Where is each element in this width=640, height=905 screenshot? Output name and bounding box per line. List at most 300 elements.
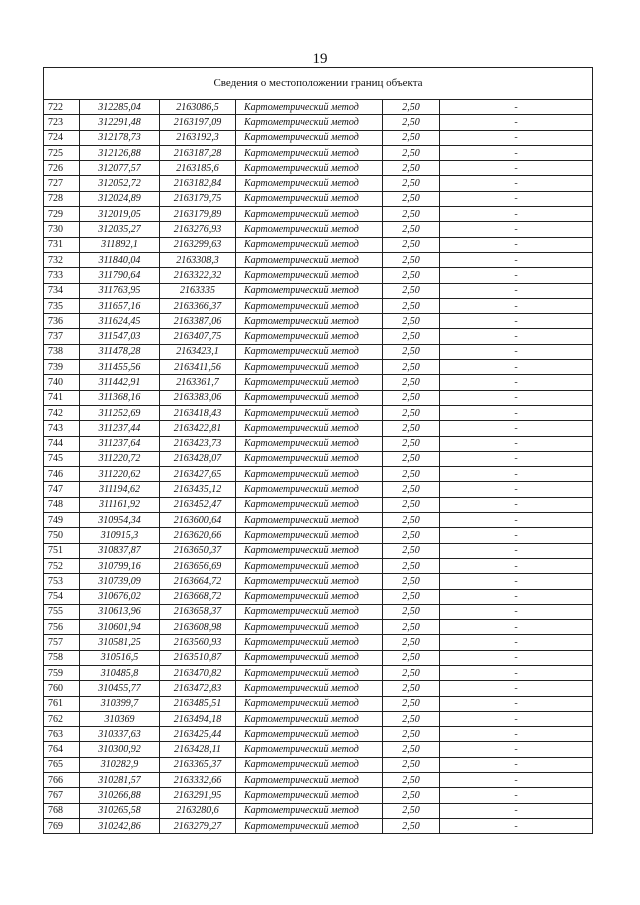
- description-cell: -: [440, 268, 593, 283]
- point-number-cell: 757: [44, 635, 80, 650]
- point-number-cell: 768: [44, 803, 80, 818]
- table-row: [44, 482, 593, 497]
- y-coordinate-cell: 2163608,98: [160, 620, 236, 635]
- y-coordinate-cell: 2163510,87: [160, 650, 236, 665]
- y-coordinate-cell: 2163470,82: [160, 665, 236, 680]
- table-row: [44, 711, 593, 726]
- y-coordinate-cell: 2163299,63: [160, 237, 236, 252]
- y-coordinate-cell: 2163322,32: [160, 268, 236, 283]
- accuracy-cell: 2,50: [383, 482, 440, 497]
- x-coordinate-cell: 311252,69: [80, 405, 160, 420]
- table-row: [44, 176, 593, 191]
- y-coordinate-cell: 2163658,37: [160, 604, 236, 619]
- point-number-cell: 758: [44, 650, 80, 665]
- description-cell: -: [440, 451, 593, 466]
- method-cell: Картометрический метод: [236, 191, 383, 206]
- description-cell: -: [440, 176, 593, 191]
- accuracy-cell: 2,50: [383, 711, 440, 726]
- method-cell: Картометрический метод: [236, 788, 383, 803]
- method-cell: Картометрический метод: [236, 145, 383, 160]
- description-cell: -: [440, 222, 593, 237]
- point-number-cell: 737: [44, 329, 80, 344]
- y-coordinate-cell: 2163179,75: [160, 191, 236, 206]
- accuracy-cell: 2,50: [383, 145, 440, 160]
- accuracy-cell: 2,50: [383, 252, 440, 267]
- point-number-cell: 729: [44, 207, 80, 222]
- description-cell: -: [440, 788, 593, 803]
- description-cell: -: [440, 558, 593, 573]
- table-row: [44, 696, 593, 711]
- method-cell: Картометрический метод: [236, 635, 383, 650]
- table-row: [44, 421, 593, 436]
- x-coordinate-cell: 311763,95: [80, 283, 160, 298]
- y-coordinate-cell: 2163485,51: [160, 696, 236, 711]
- x-coordinate-cell: 312291,48: [80, 115, 160, 130]
- description-cell: -: [440, 589, 593, 604]
- method-cell: Картометрический метод: [236, 298, 383, 313]
- table-row: [44, 252, 593, 267]
- method-cell: Картометрический метод: [236, 375, 383, 390]
- point-number-cell: 735: [44, 298, 80, 313]
- description-cell: -: [440, 757, 593, 772]
- y-coordinate-cell: 2163365,37: [160, 757, 236, 772]
- point-number-cell: 747: [44, 482, 80, 497]
- table-header-row: [44, 68, 593, 100]
- description-cell: -: [440, 803, 593, 818]
- accuracy-cell: 2,50: [383, 268, 440, 283]
- description-cell: -: [440, 390, 593, 405]
- y-coordinate-cell: 2163494,18: [160, 711, 236, 726]
- accuracy-cell: 2,50: [383, 681, 440, 696]
- description-cell: -: [440, 604, 593, 619]
- y-coordinate-cell: 2163185,6: [160, 161, 236, 176]
- y-coordinate-cell: 2163291,95: [160, 788, 236, 803]
- point-number-cell: 733: [44, 268, 80, 283]
- description-cell: -: [440, 681, 593, 696]
- description-cell: -: [440, 497, 593, 512]
- point-number-cell: 738: [44, 344, 80, 359]
- description-cell: -: [440, 482, 593, 497]
- table-row: [44, 773, 593, 788]
- method-cell: Картометрический метод: [236, 696, 383, 711]
- x-coordinate-cell: 312052,72: [80, 176, 160, 191]
- method-cell: Картометрический метод: [236, 360, 383, 375]
- y-coordinate-cell: 2163435,12: [160, 482, 236, 497]
- accuracy-cell: 2,50: [383, 650, 440, 665]
- table-row: [44, 161, 593, 176]
- method-cell: Картометрический метод: [236, 100, 383, 115]
- x-coordinate-cell: 310266,88: [80, 788, 160, 803]
- accuracy-cell: 2,50: [383, 191, 440, 206]
- method-cell: Картометрический метод: [236, 436, 383, 451]
- y-coordinate-cell: 2163422,81: [160, 421, 236, 436]
- x-coordinate-cell: 311368,16: [80, 390, 160, 405]
- accuracy-cell: 2,50: [383, 161, 440, 176]
- point-number-cell: 745: [44, 451, 80, 466]
- point-number-cell: 750: [44, 528, 80, 543]
- x-coordinate-cell: 310265,58: [80, 803, 160, 818]
- y-coordinate-cell: 2163197,09: [160, 115, 236, 130]
- point-number-cell: 724: [44, 130, 80, 145]
- table-row: [44, 360, 593, 375]
- description-cell: -: [440, 436, 593, 451]
- point-number-cell: 760: [44, 681, 80, 696]
- description-cell: -: [440, 650, 593, 665]
- x-coordinate-cell: 312019,05: [80, 207, 160, 222]
- description-cell: -: [440, 773, 593, 788]
- table-row: [44, 513, 593, 528]
- y-coordinate-cell: 2163423,1: [160, 344, 236, 359]
- accuracy-cell: 2,50: [383, 727, 440, 742]
- y-coordinate-cell: 2163668,72: [160, 589, 236, 604]
- accuracy-cell: 2,50: [383, 298, 440, 313]
- accuracy-cell: 2,50: [383, 620, 440, 635]
- point-number-cell: 743: [44, 421, 80, 436]
- method-cell: Картометрический метод: [236, 711, 383, 726]
- x-coordinate-cell: 311220,72: [80, 451, 160, 466]
- table-row: [44, 375, 593, 390]
- x-coordinate-cell: 311478,28: [80, 344, 160, 359]
- accuracy-cell: 2,50: [383, 513, 440, 528]
- accuracy-cell: 2,50: [383, 589, 440, 604]
- point-number-cell: 769: [44, 818, 80, 833]
- boundary-coordinates-table: [43, 67, 593, 834]
- accuracy-cell: 2,50: [383, 451, 440, 466]
- y-coordinate-cell: 2163425,44: [160, 727, 236, 742]
- method-cell: Картометрический метод: [236, 665, 383, 680]
- method-cell: Картометрический метод: [236, 604, 383, 619]
- y-coordinate-cell: 2163361,7: [160, 375, 236, 390]
- accuracy-cell: 2,50: [383, 344, 440, 359]
- accuracy-cell: 2,50: [383, 222, 440, 237]
- x-coordinate-cell: 312126,88: [80, 145, 160, 160]
- point-number-cell: 740: [44, 375, 80, 390]
- accuracy-cell: 2,50: [383, 635, 440, 650]
- x-coordinate-cell: 310799,16: [80, 558, 160, 573]
- description-cell: -: [440, 191, 593, 206]
- y-coordinate-cell: 2163187,28: [160, 145, 236, 160]
- y-coordinate-cell: 2163428,07: [160, 451, 236, 466]
- description-cell: -: [440, 329, 593, 344]
- x-coordinate-cell: 311161,92: [80, 497, 160, 512]
- x-coordinate-cell: 311892,1: [80, 237, 160, 252]
- accuracy-cell: 2,50: [383, 207, 440, 222]
- accuracy-cell: 2,50: [383, 405, 440, 420]
- method-cell: Картометрический метод: [236, 727, 383, 742]
- point-number-cell: 766: [44, 773, 80, 788]
- description-cell: -: [440, 145, 593, 160]
- x-coordinate-cell: 312285,04: [80, 100, 160, 115]
- x-coordinate-cell: 310613,96: [80, 604, 160, 619]
- point-number-cell: 728: [44, 191, 80, 206]
- point-number-cell: 732: [44, 252, 80, 267]
- method-cell: Картометрический метод: [236, 329, 383, 344]
- x-coordinate-cell: 312077,57: [80, 161, 160, 176]
- accuracy-cell: 2,50: [383, 696, 440, 711]
- table-row: [44, 145, 593, 160]
- y-coordinate-cell: 2163308,3: [160, 252, 236, 267]
- accuracy-cell: 2,50: [383, 176, 440, 191]
- method-cell: Картометрический метод: [236, 283, 383, 298]
- x-coordinate-cell: 310485,8: [80, 665, 160, 680]
- y-coordinate-cell: 2163664,72: [160, 574, 236, 589]
- table-row: [44, 727, 593, 742]
- description-cell: -: [440, 298, 593, 313]
- accuracy-cell: 2,50: [383, 421, 440, 436]
- accuracy-cell: 2,50: [383, 543, 440, 558]
- x-coordinate-cell: 311237,44: [80, 421, 160, 436]
- description-cell: -: [440, 100, 593, 115]
- table-row: [44, 467, 593, 482]
- table-row: [44, 742, 593, 757]
- method-cell: Картометрический метод: [236, 390, 383, 405]
- y-coordinate-cell: 2163650,37: [160, 543, 236, 558]
- table-row: [44, 665, 593, 680]
- x-coordinate-cell: 310954,34: [80, 513, 160, 528]
- point-number-cell: 759: [44, 665, 80, 680]
- table-body: [44, 100, 593, 834]
- description-cell: -: [440, 727, 593, 742]
- description-cell: -: [440, 207, 593, 222]
- method-cell: Картометрический метод: [236, 803, 383, 818]
- method-cell: Картометрический метод: [236, 528, 383, 543]
- accuracy-cell: 2,50: [383, 788, 440, 803]
- accuracy-cell: 2,50: [383, 757, 440, 772]
- table-row: [44, 650, 593, 665]
- method-cell: Картометрический метод: [236, 482, 383, 497]
- accuracy-cell: 2,50: [383, 329, 440, 344]
- method-cell: Картометрический метод: [236, 405, 383, 420]
- point-number-cell: 726: [44, 161, 80, 176]
- description-cell: -: [440, 360, 593, 375]
- x-coordinate-cell: 312024,89: [80, 191, 160, 206]
- table-row: [44, 191, 593, 206]
- point-number-cell: 731: [44, 237, 80, 252]
- point-number-cell: 739: [44, 360, 80, 375]
- description-cell: -: [440, 344, 593, 359]
- method-cell: Картометрический метод: [236, 130, 383, 145]
- x-coordinate-cell: 310676,02: [80, 589, 160, 604]
- description-cell: -: [440, 742, 593, 757]
- x-coordinate-cell: 310581,25: [80, 635, 160, 650]
- accuracy-cell: 2,50: [383, 360, 440, 375]
- table-row: [44, 100, 593, 115]
- accuracy-cell: 2,50: [383, 115, 440, 130]
- point-number-cell: 756: [44, 620, 80, 635]
- method-cell: Картометрический метод: [236, 314, 383, 329]
- y-coordinate-cell: 2163560,93: [160, 635, 236, 650]
- table-title: Сведения о местоположении границ объекта: [44, 68, 593, 100]
- point-number-cell: 762: [44, 711, 80, 726]
- y-coordinate-cell: 2163182,84: [160, 176, 236, 191]
- table-row: [44, 405, 593, 420]
- table-row: [44, 497, 593, 512]
- point-number-cell: 734: [44, 283, 80, 298]
- accuracy-cell: 2,50: [383, 574, 440, 589]
- description-cell: -: [440, 620, 593, 635]
- method-cell: Картометрический метод: [236, 818, 383, 833]
- accuracy-cell: 2,50: [383, 390, 440, 405]
- table-row: [44, 237, 593, 252]
- y-coordinate-cell: 2163276,93: [160, 222, 236, 237]
- x-coordinate-cell: 310242,86: [80, 818, 160, 833]
- method-cell: Картометрический метод: [236, 161, 383, 176]
- method-cell: Картометрический метод: [236, 222, 383, 237]
- accuracy-cell: 2,50: [383, 803, 440, 818]
- description-cell: -: [440, 543, 593, 558]
- method-cell: Картометрический метод: [236, 252, 383, 267]
- accuracy-cell: 2,50: [383, 467, 440, 482]
- table-row: [44, 329, 593, 344]
- description-cell: -: [440, 635, 593, 650]
- y-coordinate-cell: 2163452,47: [160, 497, 236, 512]
- method-cell: Картометрический метод: [236, 757, 383, 772]
- y-coordinate-cell: 2163335: [160, 283, 236, 298]
- accuracy-cell: 2,50: [383, 314, 440, 329]
- y-coordinate-cell: 2163383,06: [160, 390, 236, 405]
- accuracy-cell: 2,50: [383, 436, 440, 451]
- table-row: [44, 803, 593, 818]
- y-coordinate-cell: 2163279,27: [160, 818, 236, 833]
- accuracy-cell: 2,50: [383, 773, 440, 788]
- point-number-cell: 767: [44, 788, 80, 803]
- table-row: [44, 635, 593, 650]
- y-coordinate-cell: 2163411,56: [160, 360, 236, 375]
- x-coordinate-cell: 311442,91: [80, 375, 160, 390]
- method-cell: Картометрический метод: [236, 543, 383, 558]
- y-coordinate-cell: 2163192,3: [160, 130, 236, 145]
- table-row: [44, 115, 593, 130]
- table-row: [44, 222, 593, 237]
- y-coordinate-cell: 2163600,64: [160, 513, 236, 528]
- accuracy-cell: 2,50: [383, 237, 440, 252]
- description-cell: -: [440, 314, 593, 329]
- table-row: [44, 589, 593, 604]
- method-cell: Картометрический метод: [236, 574, 383, 589]
- accuracy-cell: 2,50: [383, 604, 440, 619]
- table-row: [44, 604, 593, 619]
- description-cell: -: [440, 818, 593, 833]
- method-cell: Картометрический метод: [236, 115, 383, 130]
- y-coordinate-cell: 2163472,83: [160, 681, 236, 696]
- point-number-cell: 753: [44, 574, 80, 589]
- table-row: [44, 207, 593, 222]
- x-coordinate-cell: 310455,77: [80, 681, 160, 696]
- x-coordinate-cell: 310601,94: [80, 620, 160, 635]
- method-cell: Картометрический метод: [236, 237, 383, 252]
- point-number-cell: 765: [44, 757, 80, 772]
- description-cell: -: [440, 283, 593, 298]
- point-number-cell: 748: [44, 497, 80, 512]
- description-cell: -: [440, 161, 593, 176]
- y-coordinate-cell: 2163332,66: [160, 773, 236, 788]
- table-row: [44, 436, 593, 451]
- point-number-cell: 754: [44, 589, 80, 604]
- description-cell: -: [440, 115, 593, 130]
- table-row: [44, 574, 593, 589]
- y-coordinate-cell: 2163418,43: [160, 405, 236, 420]
- point-number-cell: 755: [44, 604, 80, 619]
- method-cell: Картометрический метод: [236, 467, 383, 482]
- y-coordinate-cell: 2163387,06: [160, 314, 236, 329]
- method-cell: Картометрический метод: [236, 773, 383, 788]
- method-cell: Картометрический метод: [236, 558, 383, 573]
- point-number-cell: 749: [44, 513, 80, 528]
- x-coordinate-cell: 310516,5: [80, 650, 160, 665]
- x-coordinate-cell: 311220,62: [80, 467, 160, 482]
- x-coordinate-cell: 311657,16: [80, 298, 160, 313]
- table-row: [44, 344, 593, 359]
- table-row: [44, 818, 593, 833]
- table-row: [44, 268, 593, 283]
- x-coordinate-cell: 311840,04: [80, 252, 160, 267]
- method-cell: Картометрический метод: [236, 497, 383, 512]
- description-cell: -: [440, 405, 593, 420]
- x-coordinate-cell: 310300,92: [80, 742, 160, 757]
- table-row: [44, 390, 593, 405]
- x-coordinate-cell: 310337,63: [80, 727, 160, 742]
- description-cell: -: [440, 574, 593, 589]
- table-row: [44, 130, 593, 145]
- table-row: [44, 283, 593, 298]
- method-cell: Картометрический метод: [236, 176, 383, 191]
- description-cell: -: [440, 421, 593, 436]
- accuracy-cell: 2,50: [383, 558, 440, 573]
- x-coordinate-cell: 311455,56: [80, 360, 160, 375]
- method-cell: Картометрический метод: [236, 421, 383, 436]
- table-row: [44, 298, 593, 313]
- point-number-cell: 736: [44, 314, 80, 329]
- description-cell: -: [440, 252, 593, 267]
- point-number-cell: 764: [44, 742, 80, 757]
- description-cell: -: [440, 513, 593, 528]
- description-cell: -: [440, 696, 593, 711]
- page-number: 19: [312, 51, 328, 67]
- y-coordinate-cell: 2163179,89: [160, 207, 236, 222]
- description-cell: -: [440, 467, 593, 482]
- method-cell: Картометрический метод: [236, 451, 383, 466]
- point-number-cell: 752: [44, 558, 80, 573]
- point-number-cell: 763: [44, 727, 80, 742]
- description-cell: -: [440, 528, 593, 543]
- method-cell: Картометрический метод: [236, 650, 383, 665]
- point-number-cell: 730: [44, 222, 80, 237]
- y-coordinate-cell: 2163407,75: [160, 329, 236, 344]
- method-cell: Картометрический метод: [236, 681, 383, 696]
- accuracy-cell: 2,50: [383, 665, 440, 680]
- accuracy-cell: 2,50: [383, 742, 440, 757]
- accuracy-cell: 2,50: [383, 497, 440, 512]
- table-row: [44, 543, 593, 558]
- accuracy-cell: 2,50: [383, 100, 440, 115]
- y-coordinate-cell: 2163280,6: [160, 803, 236, 818]
- table-row: [44, 528, 593, 543]
- point-number-cell: 727: [44, 176, 80, 191]
- method-cell: Картометрический метод: [236, 207, 383, 222]
- x-coordinate-cell: 311547,03: [80, 329, 160, 344]
- x-coordinate-cell: 310915,3: [80, 528, 160, 543]
- table-row: [44, 681, 593, 696]
- x-coordinate-cell: 312178,73: [80, 130, 160, 145]
- accuracy-cell: 2,50: [383, 528, 440, 543]
- y-coordinate-cell: 2163086,5: [160, 100, 236, 115]
- x-coordinate-cell: 310739,09: [80, 574, 160, 589]
- table-row: [44, 757, 593, 772]
- method-cell: Картометрический метод: [236, 268, 383, 283]
- table-row: [44, 451, 593, 466]
- accuracy-cell: 2,50: [383, 818, 440, 833]
- x-coordinate-cell: 310282,9: [80, 757, 160, 772]
